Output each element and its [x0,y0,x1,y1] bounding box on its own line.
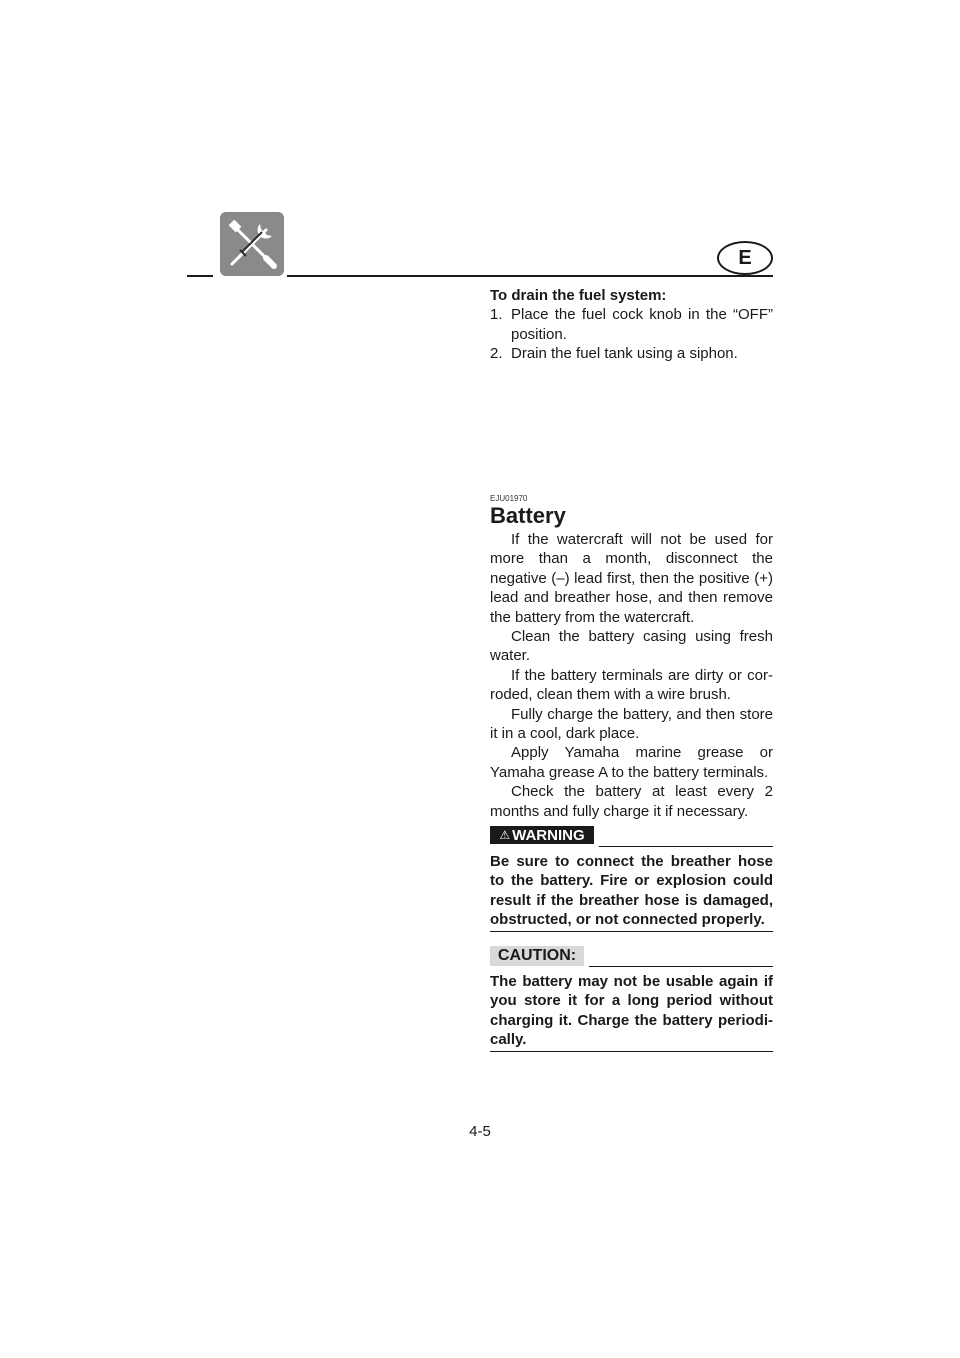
paragraph: If the watercraft will not be used for more than a month, disconnect the negative (–) lead first, then the positive (+) lead and breather hose, and then remove the battery from the watercraft. [490,531,773,626]
page-number: 4-5 [469,1123,491,1140]
warning-bottom-rule [490,931,773,932]
step-text: Drain the fuel tank using a siphon. [511,345,738,363]
section-code: EJU01970 [490,494,528,503]
caution-text: The battery may not be usable again if you store it for a long period without charging it. Charge the battery periodi-cally. [490,973,773,1049]
header-rule-right [287,275,773,277]
paragraph: Check the battery at least every 2 months and fully charge it if necessary. [490,783,773,820]
battery-body [490,530,773,821]
warning-text: Be sure to connect the breather hose to the battery. Fire or explosion could result if the breather hose is damaged, obstructed, or not connected properly. [490,853,773,929]
maintenance-tools-icon [220,212,284,276]
warning-label: WARNING [512,826,585,844]
paragraph: If the battery terminals are dirty or cor-roded, clean them with a wire brush. [490,666,773,704]
warning-banner [490,826,594,844]
drain-section [490,286,773,364]
caution-top-rule [589,966,773,967]
paragraph: Clean the battery casing using fresh water. [490,628,773,665]
drain-step [490,305,773,344]
step-number: 2. [490,345,503,363]
language-badge: E [717,241,773,275]
caution-bottom-rule [490,1051,773,1052]
caution-banner: CAUTION: [490,946,584,966]
section-heading: Battery [490,503,566,528]
drain-title: To drain the fuel system: [490,287,667,304]
warning-triangle-icon: ⚠ [499,828,511,842]
paragraph: Fully charge the battery, and then store it in a cool, dark place. [490,705,773,743]
step-number: 1. [490,306,503,324]
paragraph: Apply Yamaha marine grease or Yamaha grease A to the battery terminals. [490,744,773,781]
header-rule-left [187,275,213,277]
warning-top-rule [599,846,773,847]
drain-step [490,344,773,363]
step-text: Place the fuel cock knob in the “OFF” position. [511,306,773,343]
